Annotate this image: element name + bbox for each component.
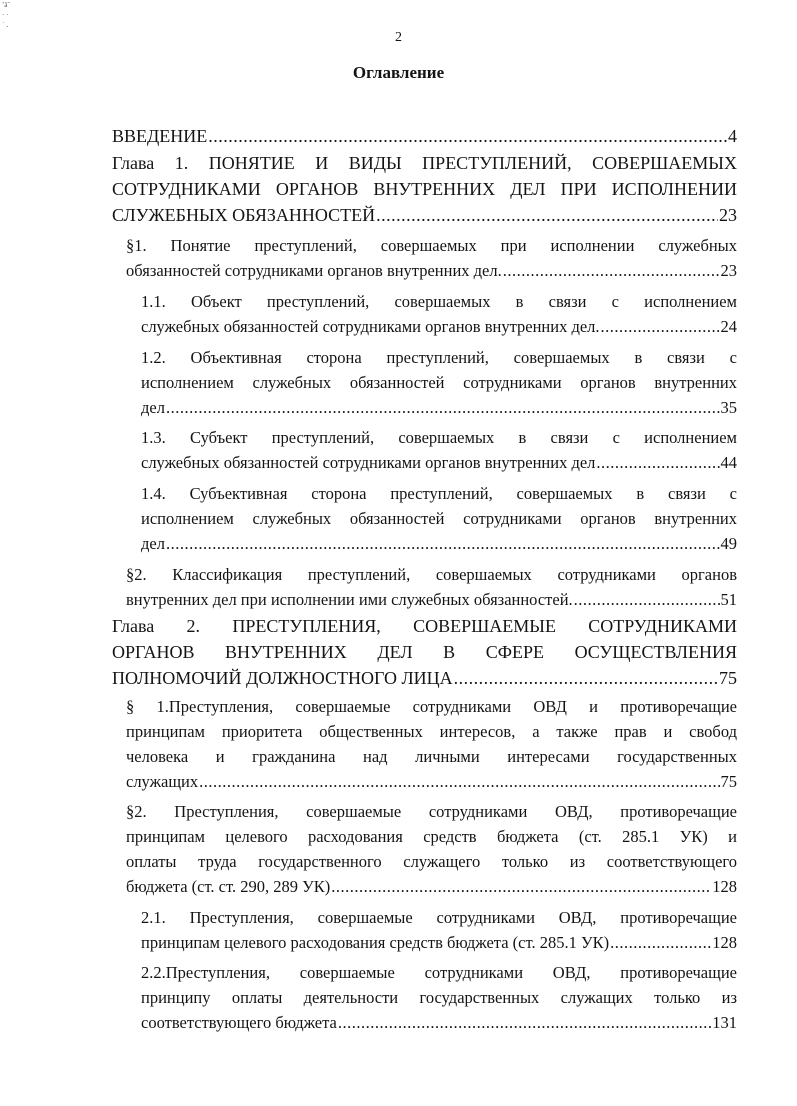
toc-page-number: 23 (720, 261, 737, 280)
toc-page-number: 35 (720, 398, 737, 417)
toc-entry-line: § 1.Преступления, совершаемые сотрудниками ОВД и противоречащие (126, 697, 737, 716)
toc-page-number: 128 (712, 877, 737, 896)
toc-entry-introduction[interactable] (112, 123, 737, 149)
toc-entry-chapter-1[interactable] (112, 150, 737, 228)
toc-entry-line: Глава 2. ПРЕСТУПЛЕНИЯ, СОВЕРШАЕМЫЕ СОТРУДНИКАМИ (112, 616, 737, 636)
toc-page-number: 24 (720, 317, 737, 336)
toc-entry-line: §2. Классификация преступлений, совершаемых сотрудниками органов (126, 565, 737, 584)
dot-leader (338, 1010, 711, 1035)
toc-entry-line: 1.2. Объективная сторона преступлений, совершаемых в связи с (141, 348, 737, 367)
toc-page-number: 75 (719, 668, 737, 688)
dot-leader (208, 123, 727, 149)
toc-entry-line: исполнением служебных обязанностей сотрудниками органов внутренних (141, 373, 737, 392)
toc-entry-subsection-2-1[interactable] (141, 905, 737, 955)
dot-leader (601, 314, 720, 339)
toc-entry-last-line: принципам целевого расходования средств бюджета (ст. 285.1 УК) ..... 128 (141, 930, 737, 955)
toc-entry-line: исполнением служебных обязанностей сотрудниками органов внутренних (141, 509, 737, 528)
toc-entry-last-line: ВВЕДЕНИЕ ..... 4 (112, 123, 737, 149)
toc-entry-line: 2.2.Преступления, совершаемые сотрудниками ОВД, противоречащие (141, 963, 737, 982)
dot-leader (503, 258, 720, 283)
toc-entry-line: §1. Понятие преступлений, совершаемых при исполнении служебных (126, 236, 737, 255)
dot-leader (376, 202, 718, 228)
toc-entry-last-line: обязанностей сотрудниками органов внутренних дел. ..... 23 (126, 258, 737, 283)
toc-entry-subsection-1-2[interactable] (141, 345, 737, 420)
toc-entry-last-line: СЛУЖЕБНЫХ ОБЯЗАННОСТЕЙ ..... 23 (112, 202, 737, 228)
toc-entry-section-2-2[interactable] (126, 799, 737, 899)
toc-page-number: 128 (712, 933, 737, 952)
dot-leader (199, 769, 719, 794)
toc-entry-subsection-1-3[interactable] (141, 425, 737, 475)
toc-page-number: 75 (720, 772, 737, 791)
dot-leader (166, 531, 720, 556)
toc-page-number: 44 (720, 453, 737, 472)
toc-entry-section-2[interactable] (126, 562, 737, 612)
toc-entry-subsection-1-4[interactable] (141, 481, 737, 556)
toc-entry-last-line: служащих ..... 75 (126, 769, 737, 794)
toc-entry-subsection-2-2[interactable] (141, 960, 737, 1035)
toc-entry-line: СОТРУДНИКАМИ ОРГАНОВ ВНУТРЕННИХ ДЕЛ ПРИ ИСПОЛНЕНИИ (112, 179, 737, 199)
toc-entry-line: человека и гражданина над личными интересами государственных (126, 747, 737, 766)
toc-title: Оглавление (352, 63, 445, 82)
margin-mark: ’äˇ · · ˙ ․ (2, 1, 10, 29)
toc-entry-line: 2.1. Преступления, совершаемые сотрудниками ОВД, противоречащие (141, 908, 737, 927)
toc-entry-line: принципам целевого расходования средств бюджета (ст. 285.1 УК) и (126, 827, 737, 846)
dot-leader (331, 874, 711, 899)
dot-leader (574, 587, 720, 612)
toc-page-number: 4 (728, 126, 737, 146)
toc-entry-last-line: бюджета (ст. ст. 290, 289 УК) ..... 128 (126, 874, 737, 899)
toc-entry-line: 1.3. Субъект преступлений, совершаемых в связи с исполнением (141, 428, 737, 447)
toc-entry-subsection-1-1[interactable] (141, 289, 737, 339)
dot-leader (610, 930, 711, 955)
toc-entry-last-line: служебных обязанностей сотрудниками органов внутренних дел. ..... 24 (141, 314, 737, 339)
dot-leader (166, 395, 720, 420)
toc-entry-line: оплаты труда государственного служащего только из соответствующего (126, 852, 737, 871)
toc-entry-line: принципам приоритета общественных интересов, а также прав и свобод (126, 722, 737, 741)
toc-page-number: 49 (720, 534, 737, 553)
toc-entry-last-line: дел ..... 35 (141, 395, 737, 420)
toc-entry-line: Глава 1. ПОНЯТИЕ И ВИДЫ ПРЕСТУПЛЕНИЙ, СОВЕРШАЕМЫХ (112, 153, 737, 173)
toc-entry-chapter-2[interactable] (112, 613, 737, 691)
toc-entry-last-line: соответствующего бюджета ..... 131 (141, 1010, 737, 1035)
toc-entry-last-line: ПОЛНОМОЧИЙ ДОЛЖНОСТНОГО ЛИЦА ..... 75 (112, 665, 737, 691)
toc-entry-section-2-1[interactable] (126, 694, 737, 794)
toc-entry-section-1[interactable] (126, 233, 737, 283)
page-number: 2 (395, 30, 402, 45)
toc-page-number: 131 (712, 1013, 737, 1032)
toc-entry-line: принципу оплаты деятельности государственных служащих только из (141, 988, 737, 1007)
toc-entry-last-line: дел ..... 49 (141, 531, 737, 556)
toc-entry-line: §2. Преступления, совершаемые сотрудниками ОВД, противоречащие (126, 802, 737, 821)
dot-leader (454, 665, 718, 691)
toc-page-number: 23 (719, 205, 737, 225)
dot-leader (596, 450, 719, 475)
toc-entry-last-line: служебных обязанностей сотрудниками органов внутренних дел ..... 44 (141, 450, 737, 475)
toc-entry-line: 1.4. Субъективная сторона преступлений, совершаемых в связи с (141, 484, 737, 503)
toc-entry-last-line: внутренних дел при исполнении ими служебных обязанностей. ..... 51 (126, 587, 737, 612)
toc-entry-line: 1.1. Объект преступлений, совершаемых в связи с исполнением (141, 292, 737, 311)
toc-page-number: 51 (720, 590, 737, 609)
toc-entry-line: ОРГАНОВ ВНУТРЕННИХ ДЕЛ В СФЕРЕ ОСУЩЕСТВЛЕНИЯ (112, 642, 737, 662)
